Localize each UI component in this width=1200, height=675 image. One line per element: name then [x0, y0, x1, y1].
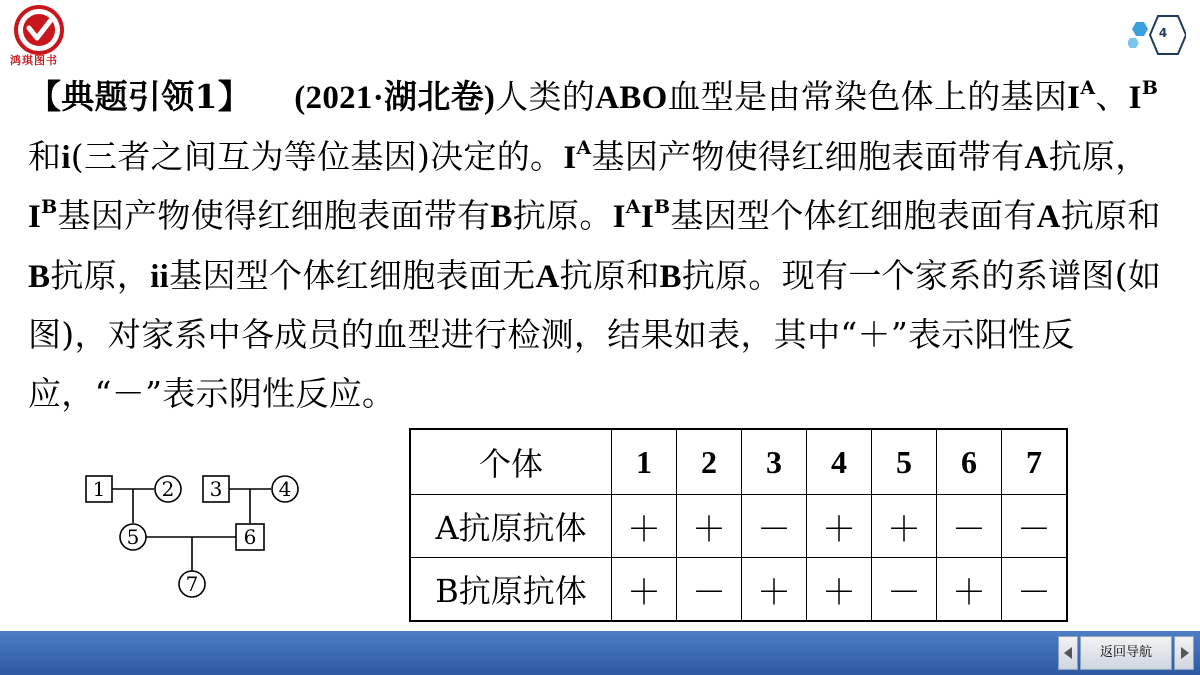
genotype-ii: ii	[150, 258, 170, 295]
table-cell: －	[1002, 495, 1068, 558]
table-cell: ＋	[612, 495, 677, 558]
table-cell: ＋	[807, 495, 872, 558]
text-segment: 血型是由常染色体上的基因	[667, 77, 1068, 116]
table-cell: －	[742, 495, 807, 558]
table-cell: ＋	[742, 558, 807, 622]
text-segment: 抗原。现有一个家系的系谱图(如图)，对家系中各成员的血型进行检测，结果如表，其中“＋”表示阳性反应，“－”表示阴性反应。	[28, 255, 1162, 413]
antigen-b: B	[490, 199, 513, 235]
gene-ia: I	[612, 199, 626, 235]
gene-i: i	[61, 139, 71, 176]
table-cell: －	[677, 558, 742, 622]
gene-ib: I	[640, 199, 654, 235]
text-segment: 抗原。	[512, 196, 613, 235]
text-segment: 和	[28, 136, 62, 176]
gene-ib-sup: B	[1141, 77, 1159, 99]
text-segment: 基因型个体红细胞表面无	[169, 255, 536, 295]
table-cell: ＋	[612, 558, 677, 622]
table-header-cell: 2	[677, 429, 742, 495]
pedigree-label: 6	[243, 525, 257, 549]
antigen-b: B	[659, 258, 682, 295]
pedigree-label: 7	[185, 572, 199, 596]
text-segment: 、	[1095, 77, 1129, 116]
gene-ia-sup: A	[625, 196, 641, 218]
pedigree-label: 2	[161, 477, 175, 501]
return-nav-button[interactable]: 返回导航	[1080, 636, 1172, 670]
row-label: A抗原抗体	[410, 495, 612, 558]
text-segment: 人类的	[495, 77, 596, 116]
table-header-cell: 1	[612, 429, 677, 495]
triangle-left-icon	[1064, 647, 1072, 659]
gene-ib: I	[1128, 80, 1142, 116]
gene-ia: I	[563, 139, 577, 176]
text-segment: 抗原和	[1060, 196, 1161, 235]
row-label: B抗原抗体	[410, 558, 612, 622]
gene-ia-sup: A	[1080, 77, 1096, 99]
table-header-cell: 4	[807, 429, 872, 495]
logo-seal-icon	[8, 4, 70, 56]
pedigree-label: 4	[278, 477, 292, 501]
text-segment: 抗原，	[1048, 136, 1149, 176]
text-segment: 抗原和	[559, 255, 660, 295]
pedigree-diagram	[72, 464, 332, 614]
gene-ib-sup: B	[41, 196, 58, 218]
table-cell: ＋	[807, 558, 872, 622]
pedigree-label: 3	[209, 477, 223, 501]
table-header-row	[410, 429, 1067, 495]
table-cell: ＋	[937, 558, 1002, 622]
table-header-label: 个体	[410, 429, 612, 495]
triangle-right-icon	[1181, 647, 1189, 659]
next-page-button[interactable]	[1174, 636, 1194, 670]
text-segment: 基因型个体红细胞表面有	[670, 196, 1037, 235]
bottom-bar	[0, 631, 1200, 675]
table-cell: －	[1002, 558, 1068, 622]
table-header-cell: 5	[872, 429, 937, 495]
antigen-b: B	[28, 258, 51, 295]
text-segment: 基因产物使得红细胞表面带有	[591, 136, 1025, 176]
pedigree-label: 1	[92, 477, 106, 501]
text-segment: 抗原，	[50, 255, 151, 295]
logo-text: 鸿琪图书	[10, 54, 58, 67]
problem-source: (2021·湖北卷)	[294, 80, 496, 116]
table-cell: ＋	[872, 495, 937, 558]
gene-ia-sup: A	[576, 136, 592, 159]
gene-ia: I	[1067, 80, 1081, 116]
problem-text	[28, 68, 1176, 423]
prev-page-button[interactable]	[1058, 636, 1078, 670]
table-row	[410, 558, 1067, 622]
table-cell: －	[872, 558, 937, 622]
table-row	[410, 495, 1067, 558]
text-segment: (三者之间互为等位基因)决定的。	[70, 136, 564, 176]
table-cell: －	[937, 495, 1002, 558]
antigen-a: A	[1024, 139, 1049, 176]
pedigree-label: 5	[126, 525, 140, 549]
table-header-cell: 3	[742, 429, 807, 495]
gene-ib-sup: B	[654, 196, 671, 218]
page-number: 4	[1158, 26, 1168, 40]
text-abo: ABO	[595, 80, 668, 116]
blood-type-table	[409, 428, 1068, 622]
problem-tag: 【典题引领1】	[28, 77, 252, 116]
antigen-a: A	[1036, 199, 1061, 235]
text-segment: 基因产物使得红细胞表面带有	[57, 196, 491, 235]
table-header-cell: 7	[1002, 429, 1068, 495]
antigen-a: A	[535, 258, 560, 295]
gene-ib: I	[28, 199, 42, 235]
table-cell: ＋	[677, 495, 742, 558]
table-header-cell: 6	[937, 429, 1002, 495]
